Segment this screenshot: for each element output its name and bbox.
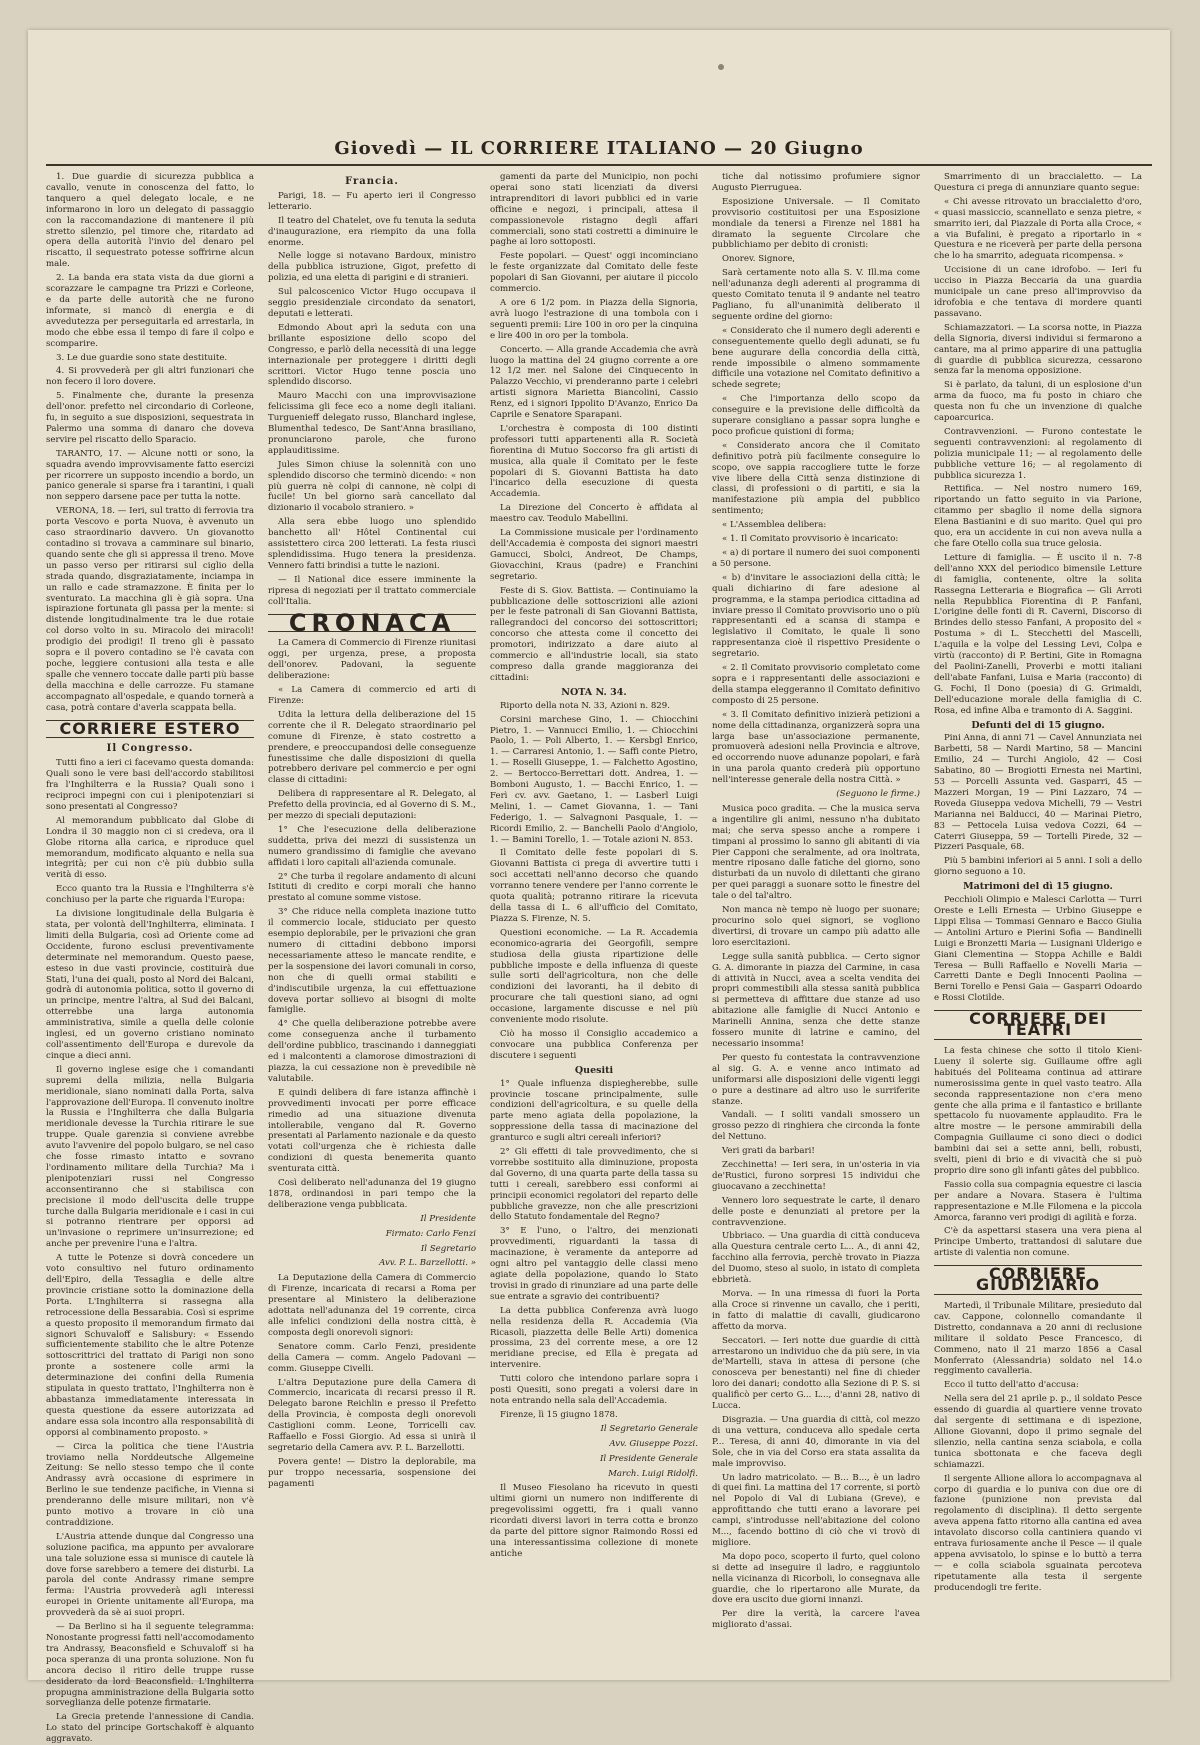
- article-paragraph: Seccatori. — Ieri notte due guardie di città arrestarono un individuo che da più sere, in via de'Martelli, stava in attesa di persone (che conosceva per benestanti) nel fine di chieder loro dei danari; condotto alla Sezione di P. S. si qualificò per certo G... L..., d'anni 28, nativo di Lucca.: [712, 1335, 920, 1412]
- article-paragraph: Questioni economiche. — La R. Accademia economico-agraria dei Georgofili, sempre studiosa della giusta ripartizione delle pubbliche imposte e della influenza di queste sulle sorti dell'agricoltura, non che delle condizioni dei lavoranti, ha il debito di procurare che tali questioni siano, ad ogni occasione, largamente discusse e nel più conveniente modo risolute.: [490, 927, 698, 1026]
- article-paragraph: Sarà certamente noto alla S. V. Ill.ma come nell'adunanza degli aderenti al programma di questo Comitato tenuta il 9 andante nel teatro Pagliano, fu all'unanimità deliberato il seguente ordine del giorno:: [712, 268, 920, 322]
- article-paragraph: 1. Due guardie di sicurezza pubblica a cavallo, venute in conoscenza del fatto, lo tanquero a quel delegato locale, e ne informarono in loro un delegato di passaggio con la raccomandazione di mantenere il più stretto silenzio, pel timore che, ritardato ad opera della autorità l'invio del denaro pel riscatto, il sequestrato potesse soffrirne alcun male.: [46, 172, 254, 270]
- article-paragraph: Nella sera del 21 aprile p. p., il soldato Pesce essendo di guardia al quartiere venne trovato dal sergente di settimana e di ispezione, Allione Giovanni, dopo il primo segnale del silenzio, nella cantina senza sciabola, e colla tunica sbottonata e che faceva degli schiamazzi.: [934, 1394, 1142, 1470]
- article-paragraph: « La Camera di commercio ed arti di Firenze:: [268, 685, 476, 706]
- article-paragraph: 3° Che riduce nella completa inazione tutto il commercio locale, stiduciato per questo esempio deplorabile, per le privazioni che gran numero di cittadini debbono imporsi necessariamente atteso le mancate rendite, e per la sospensione dei lavori comunali in corso, non che di quelli ormai stabiliti e d'indiscutibile urgenza, la cui effettuazione doveva portar sollievo ai bisogni di molte famiglie.: [268, 907, 476, 1016]
- subheading: NOTA N. 34.: [561, 686, 627, 698]
- article-paragraph: L'altra Deputazione pure della Camera di Commercio, incaricata di recarsi presso il R. Delegato barone Reichlin e presso il Prefetto della Provincia, è composta degli onorevoli Castiglioni comm. Leone, Torricelli cav. Raffaello e Fossi Giorgio. Ad essa si unirà il segretario della Camera avv. P. L. Barzellotti.: [268, 1377, 476, 1453]
- article-paragraph: Pini Anna, di anni 71 — Cavel Annunziata nei Barbetti, 58 — Nardi Martino, 58 — Mancini Emilio, 24 — Turchi Angiolo, 42 — Cosi Sabatino, 80 — Brogiotti Ernesta nei Martini, 53 — Porcelli Assunta ved. Gasparri, 45 — Mazzeri Morgan, 19 — Pini Lazzaro, 74 — Roveda Giuseppa vedova Michelli, 79 — Vestri Marianna nei Balducci, 40 — Marinai Pietro, 83 — Pettocela Luisa vedova Cozzi, 64 — Caterri Giuseppa, 59 — Tortelli Pirede, 32 — Pizzeri Pasquale, 68.: [934, 733, 1142, 853]
- article-paragraph: C'è da aspettarsi stasera una vera piena al Principe Umberto, trattandosi di salutare due artiste di valentia non comune.: [934, 1226, 1142, 1259]
- article-paragraph: Non manca nè tempo nè luogo per suonare; procurino solo quei signori, se vogliono divertirsi, di trovare un campo più adatto alle loro esercitazioni.: [712, 905, 920, 948]
- article-paragraph: Tutti coloro che intendono parlare sopra i posti Quesiti, sono pregati a volersi dare in nota entrando nella sala dell'Accademia.: [490, 1374, 698, 1406]
- article-paragraph: 3. Le due guardie sono state destituite.: [56, 352, 228, 363]
- article-paragraph: Schiamazzatori. — La scorsa notte, in Piazza della Signoria, diversi individui si fermarono a cantare, ma al primo apparire di una pattuglia di guardie di pubblica sicurezza, cessarono senza far la menoma opposizione.: [934, 322, 1142, 377]
- article-paragraph: Tutti fino a ieri ci facevamo questa domanda: Quali sono le vere basi dell'accordo stabilitosi fra l'Inghilterra e la Russia? Quali sono i reciproci impegni con cui i plenipotenziari si sono presentati al Congresso?: [46, 758, 254, 812]
- article-paragraph: 2° Gli effetti di tale provvedimento, che si vorrebbe sostituito alla diminuzione, proposta dal Governo, di una quarta parte della tassa su tutti i cereali, sarebbero essi conformi ai principii economici regolatori del reparto delle pubbliche gravezze, non che alle prescrizioni dello Statuto fondamentale del Regno?: [490, 1147, 698, 1223]
- article-paragraph: 2. La banda era stata vista da due giorni a scorazzare le campagne tra Prizzi e Corleone, e da parte delle autorità che ne furono informate, si mancò di energia e di avvedutezza per perseguitarla ed arrestarla, in modo che ebbe essa il tempo di fare il colpo e scomparire.: [46, 273, 254, 349]
- article-paragraph: Morva. — In una rimessa di fuori la Porta alla Croce si rinvenne un cavallo, che i periti, in fatto di malattie di cavalli, giudicarono affetto da morva.: [712, 1289, 920, 1332]
- article-paragraph: L'orchestra è composta di 100 distinti professori tutti appartenenti alla R. Società fiorentina di Mutuo Soccorso fra gli artisti di musica, alla quale il Comitato per le feste popolari di S. Giovanni Battista ha dato l'incarico della esecuzione di questa Accademia.: [490, 423, 698, 500]
- article-paragraph: Senatore comm. Carlo Fenzi, presidente della Camera — comm. Angelo Padovani — comm. Giuseppe Civelli.: [268, 1341, 476, 1374]
- article-paragraph: Il Comitato delle feste popolari di S. Giovanni Battista ci prega di avvertire tutti i soci accettati nell'anno decorso che quando vorranno tenere vendere per l'anno corrente le quota qualità; potranno ritirare la ricevuta della tassa di L. 6 all'ufficio del Comitato, Piazza S. Firenze, N. 5.: [490, 848, 698, 924]
- article-paragraph: Smarrimento di un braccialetto. — La Questura ci prega di annunziare quanto segue:: [934, 172, 1142, 193]
- article-paragraph: « Considerato ancora che il Comitato definitivo potrà più facilmente conseguire lo scopo, ove sappia raccogliere tutte le forze vive libere della Città senza distinzione di classi, di professioni o di partiti, e sia la manifestazione più ampia del pubblico sentimento;: [712, 440, 920, 517]
- article-paragraph: Mauro Macchi con una improvvisazione felicissima gli fece eco a nome degli italiani. Turguenieff delegato russo, Blanchard inglese, Blumenthal tedesco, De Sant'Anna brasiliano, pronunciarono parole, che furono applauditissime.: [268, 391, 476, 456]
- article-paragraph: Contravvenzioni. — Furono contestate le seguenti contravvenzioni: al regolamento di polizia municipale 11; — al regolamento delle pubbliche vetture 16; — al regolamento di pubblica sicurezza 1.: [934, 426, 1142, 481]
- article-paragraph: Martedì, il Tribunale Militare, presieduto dal cav. Cappone, colonnello comandante il Distretto, condannava a 20 anni di reclusione militare il soldato Pesce Francesco, di Commeno, nato il 21 marzo 1856 a Casal Monferrato (Alessandria) soldato nel 14.o reggimento cavalleria.: [934, 1301, 1142, 1377]
- subheading: Matrimoni del dì 15 giugno.: [963, 881, 1113, 893]
- article-paragraph: Rettifica. — Nel nostro numero 169, riportando un fatto seguito in via Parione, citammo per sbaglio il nome della signora Elena Bastianini e di suo marito. Quel qui pro quo, era un accidente in cui non aveva nulla a che fare Otello colla sua truce gelosia.: [934, 484, 1142, 549]
- article-paragraph: Alla sera ebbe luogo uno splendido banchetto all' Hôtel Continental cui assistettero circa 200 letterati. La festa riuscì splendidissima. Hugo tenera la presidenza. Vennero fatti brindisi a tutte le nazioni.: [268, 517, 476, 571]
- article-paragraph: Il teatro del Chatelet, ove fu tenuta la seduta d'inaugurazione, era riempito da una folla enorme.: [268, 215, 476, 248]
- article-paragraph: Veri grati da barbari!: [722, 1146, 815, 1157]
- section-heading-giudiziario: CORRIERE GIUDIZIARIO: [934, 1265, 1142, 1295]
- subheading: Il Congresso.: [106, 743, 194, 755]
- article-paragraph: L'Austria attende dunque dal Congresso una soluzione pacifica, ma appunto per avvalorare una tale soluzione essa si munisce di cautele là dove forse sarebbero a temere dei disturbi. La parola del conte Andrassy rimane sempre ferma: l'Austria provvederà agli interessi europei in Oriente unitamente all'Europa, ma provvederà da sè ai suoi propri.: [46, 1531, 254, 1619]
- article-paragraph: Ciò ha mosso il Consiglio accademico a convocare una pubblica Conferenza per discutere i seguenti: [490, 1028, 698, 1061]
- column-5: [934, 172, 1142, 1642]
- article-paragraph: Per dire la verità, la carcere l'avea migliorato d'assai.: [712, 1609, 920, 1631]
- article-paragraph: « 2. Il Comitato provvisorio completato come sopra e i rappresentanti delle associazioni e della stampa eleggeranno il Comitato definitivo composto di 25 persone.: [712, 663, 920, 706]
- article-paragraph: Onorev. Signore,: [722, 254, 796, 265]
- subheading: Defunti del di 15 giugno.: [971, 719, 1105, 731]
- article-paragraph: Vandali. — I soliti vandali smossero un grosso pezzo di ringhiera che circonda la fonte del Nettuno.: [712, 1110, 920, 1143]
- article-paragraph: Vennero loro sequestrate le carte, il denaro delle poste e denunziati al pretore per la contravvenzione.: [712, 1195, 920, 1228]
- article-paragraph: Un ladro matricolato. — B... B..., è un ladro di quei fini. La mattina del 17 corrente, si portò nel Popolo di Val di Lubiana (Greve), e approfittando che tutti erano a lavorare pei campi, s'introdusse nell'abitazione del colono M..., facendo bottino di ciò che vi trovò di migliore.: [712, 1472, 920, 1548]
- section-heading-cronaca: CRONACA: [268, 614, 476, 633]
- article-paragraph: Povera gente! — Distro la deplorabile, ma pur troppo necessaria, sospensione dei pagamenti: [268, 1456, 476, 1489]
- article-paragraph: Più 5 bambini inferiori ai 5 anni. I soli a dello giorno seguono a 10.: [934, 856, 1142, 878]
- article-paragraph: Firenze, lì 15 giugno 1878.: [500, 1409, 618, 1420]
- article-paragraph: tiche dal notissimo profumiere signor Augusto Pierruguea.: [712, 172, 920, 193]
- article-paragraph: Sul palcoscenico Victor Hugo occupava il seggio presidenziale circondato da senatori, deputati e letterati.: [268, 287, 476, 319]
- article-paragraph: 3° E l'uno, o l'altro, dei menzionati provvedimenti, riguardanti la tassa di macinazione, è veramente da anteporre ad ogni altro pel vantaggio delle classi meno agiate della popolazione, quando lo Stato trovisi in grado di rinunziare ad una parte delle sue entrate a sgravio dei contribuenti?: [490, 1226, 698, 1302]
- subheading: Francia.: [345, 176, 399, 187]
- article-paragraph: 5. Finalmente che, durante la presenza dell'onor. prefetto nel circondario di Corleone, fu, in seguito a sue disposizioni, sequestrata in Palermo una somma di danaro che doveva servire pel riscatto dello Sparacio.: [46, 391, 254, 445]
- article-paragraph: « Considerato che il numero degli aderenti e conseguentemente quello degli adunati, se fu bene augurare della concordia della città, rende impossibile o almeno sommamente difficile una votazione nel Comitato definitivo a schede segrete;: [712, 325, 920, 391]
- article-paragraph: Delibera di rappresentare al R. Delegato, al Prefetto della provincia, ed al Governo di S. M., per mezzo di speciali deputazioni:: [268, 789, 476, 822]
- article-paragraph: La Direzione del Concerto è affidata al maestro cav. Teodulo Mabellini.: [490, 503, 698, 525]
- article-paragraph: A tutte le Potenze si dovrà concedere un voto consultivo nel futuro ordinamento dell'Epiro, della Tessaglia e delle altre provincie cristiane sotto la dominazione della Porta. L'Inghilterra si rassegna alla retrocessione della Bessarabia. Così si esprime a questo proposito il memorandum firmato dai signori Schuvaloff e Salisbury: « Essendo sufficientemente stabilito che le altre Potenze sottoscrittrici del trattato di Parigi non sono pronte a sostenere colle armi la determinazione dei confini della Rumenia stipulata in questo trattato, l'Inghilterra non è abbastanza immediatamente interessata in questa questione da essere autorizzata ad andare essa sola incontro alla responsabilità di opporsi al combinamento proposto. »: [46, 1253, 254, 1438]
- article-paragraph: « a) di portare il numero dei suoi componenti a 50 persone.: [712, 548, 920, 569]
- article-paragraph: Musica poco gradita. — Che la musica serva a ingentilire gli animi, nessuno n'ha dubitato mai; che serva spesso anche a rompere i timpani al prossimo lo sanno gli abitanti di via Pier Capponi che seralmente, ad ora inoltrata, mentre riposano dalle fatiche del giorno, sono disturbati da un nuvolo di dilettanti che girano per quei paraggi a suonare sotto le finestre del tale o del tal'altro.: [712, 803, 920, 902]
- ink-stain: [718, 64, 724, 70]
- article-paragraph: La Deputazione della Camera di Commercio di Firenze, incaricata di recarsi a Roma per presentare al Ministero la deliberazione adottata nell'adunanza del 19 corrente, circa alle infelici condizioni della nostra città, è composta degli onorevoli signori:: [268, 1273, 476, 1338]
- article-paragraph: Riporto della nota N. 33, Azioni n. 829.: [500, 700, 670, 711]
- article-paragraph: « Chi avesse ritrovato un braccialetto d'oro, « quasi massiccio, scannellato e senza pietre, « smarrito ieri, dal Piazzale di Porta alla Croce, « a via Bufalini, è pregato a riportarlo in « Questura e ne riceverà per parte della persona che lo ha smarrito, adeguata ricompensa. »: [934, 196, 1142, 262]
- article-paragraph: Al memorandum pubblicato dal Globe di Londra il 30 maggio non ci si credeva, ora il Globe ritorna alla carica, e riproduce quel memorandum, modificato alquanto e nella sua integrità; per cui non c'è più dubbio sulla verità di esso.: [46, 815, 254, 881]
- article-paragraph: — Circa la politica che tiene l'Austria troviamo nella Norddeutsche Allgemeine Zeitung: Se nello stesso tempo che il conte Andrassy avrà occasione di esprimere in Berlino le sue tendenze pacifiche, in Vienna si prenderanno delle misure militari, non v'è punto motivo a trovare in ciò una contraddizione.: [46, 1441, 254, 1528]
- article-paragraph: Ecco quanto tra la Russia e l'Inghilterra s'è conchiuso per la parte che riguarda l'Europa:: [46, 884, 254, 906]
- article-paragraph: Pecchioli Olimpio e Malesci Carlotta — Turri Oreste e Lelli Ernesta — Urbino Giuseppe e Lippi Elisa — Tommasi Gennaro e Bacco Giulia — Antolini Arturo e Pierini Sofia — Bandinelli Luigi e Bronzetti Maria — Lusignani Ulderigo e Giani Clementina — Stoppa Achille e Baldi Teresa — Bulli Raffaello e Novelli Maria — Carretti Dante e Degli Innocenti Paolina — Berni Torello e Pensi Gaia — Gasparri Odoardo e Rossi Clotilde.: [934, 895, 1142, 1004]
- article-paragraph: Esposizione Universale. — Il Comitato provvisorio costituitosi per una Esposizione mondiale da tenersi a Firenze nel 1881 ha diramato la seguente Circolare che pubblichiamo per debito di cronisti:: [712, 196, 920, 251]
- article-paragraph: Si è parlato, da taluni, di un esplosione d'un arma da fuoco, ma fu posto in chiaro che questa non fu che un invenzione di qualche capoarcurica.: [934, 380, 1142, 424]
- article-paragraph: Nelle logge si notavano Bardoux, ministro della pubblica istruzione, Gigot, prefetto di polizia, ed una eletta di parigini e di stranieri.: [268, 251, 476, 284]
- signature-line: Il Segretario Generale: [600, 1423, 698, 1434]
- article-paragraph: Legge sulla sanità pubblica. — Certo signor G. A. dimorante in piazza del Carmine, in casa di attività in Nucci, avea a scelta vendita dei propri commestibili alla stessa sanità pubblica si permetteva di affittare due stanze ad uso abitazione alle famiglie di Nucci Antonio e Marinelli Annina, senza che dette stanze fossero munite di latrine e camino, del necessario insomma!: [712, 951, 920, 1049]
- article-paragraph: 4° Che quella deliberazione potrebbe avere come conseguenza anche il turbamento dell'ordine pubblico, trascinando i danneggiati ed i malcontenti a clamorose dimostrazioni di piazza, la cui cessazione non è prevedibile nè valutabile.: [268, 1019, 476, 1084]
- column-4: [712, 172, 920, 1642]
- subheading: Quesiti: [574, 1064, 614, 1076]
- signature-line: Avv. P. L. Barzellotti. »: [379, 1258, 476, 1269]
- article-paragraph: Disgrazia. — Una guardia di città, col mezzo di una vettura, conduceva allo spedale certa P... Teresa, di anni 40, dimorante in via del Sole, che in via del Corso era stata assalita da male improvviso.: [712, 1414, 920, 1469]
- signature-line: Il Presidente Generale: [599, 1453, 698, 1464]
- article-paragraph: « L'Assemblea delibera:: [722, 520, 827, 531]
- article-paragraph: « 3. Il Comitato definitivo inizierà petizioni a nome della cittadinanza, organizzerà sopra una larga base un'associazione permanente, promuoverà adesioni nella Provincia e altrove, ed occorrendo nuove adunanze popolari, e farà in una parola quanto crederà più opportuno nell'interesse generale della nostra Città. »: [712, 709, 920, 786]
- article-paragraph: Il Museo Fiesolano ha ricevuto in questi ultimi giorni un numero non indifferente di pregevolissimi oggetti, fra i quali vanno ricordati diversi lavori in terra cotta e bronzo da parte del pittore signor Raimondo Rossi ed una interessantissima collezione di monete antiche: [490, 1483, 698, 1559]
- section-heading-estero: CORRIERE ESTERO: [46, 720, 254, 739]
- article-paragraph: Feste di S. Giov. Battista. — Continuiamo la pubblicazione delle sottoscrizioni alle azioni per le feste patronali di San Giovanni Battista, rallegrandoci del concorso dei sottoscrittori; concorso che attesta come il concetto dei promotori, indirizzato a dare aiuto al commercio e all'industrie locali, sia stato compreso dalla grande maggioranza dei cittadini:: [490, 585, 698, 683]
- article-paragraph: gamenti da parte del Municipio, non pochi operai sono stati licenziati da diversi intraprenditori di lavori pubblici ed in varie officine e negozi, i principali, attesa il compassionevole ristagno degli affari commerciali, sono stati costretti a diminuire le paghe ai loro sottoposti.: [490, 172, 698, 248]
- article-paragraph: VERONA, 18. — Ieri, sul tratto di ferrovia tra porta Vescovo e porta Nuova, è avvenuto un caso straordinario davvero. Un giovanotto contadino si trovava a camminare sul binario, quando sente che gli si appressa il treno. Move un passo verso per ritirarsi sul ciglio della strada quando, disgraziatamente, inciampa in un rallo e cade stramazzone. È finita per lo sventurato. La macchina gli è già sopra. Una ispirazione fortunata gli passa per la mente: si distende longitudinalmente tra le due rotaie col dorso volto in su. Miracolo dei miracoli! prodigio dei prodigi! Il treno gli è passato sopra e il povero contadino se l'è cavata con poche, leggiere contusioni alla testa e alle spalle che vennero toccate dalle parti più basse della macchina e delle carrozze. Fu stamane accompagnato all'ospedale, e quando tornerà a casa, potrà contare d'averla scappata bella.: [46, 506, 254, 713]
- article-paragraph: La Commissione musicale per l'ordinamento dell'Accademia è composta dei signori maestri Gamucci, Sbolci, Andreot, De Champs, Giovacchini, Kraus (padre) e Franchini segretario.: [490, 528, 698, 582]
- article-paragraph: 2° Che turba il regolare andamento di alcuni Istituti di credito e corpi morali che hanno prestato al comune somme vistose.: [268, 871, 476, 904]
- article-paragraph: Così deliberato nell'adunanza del 19 giugno 1878, ordinandosi in pari tempo che la deliberazione venga pubblicata.: [268, 1178, 476, 1210]
- article-paragraph: E quindi delibera di fare istanza affinchè i provvedimenti invocati per porre efficace rimedio ad una situazione divenuta intollerabile, vengano dal R. Governo presentati al Parlamento nazionale e da questo votati coll'urgenza che è richiesta dalle condizioni di questa benemerita quanto sventurata città.: [268, 1087, 476, 1175]
- column-2: [268, 172, 476, 1642]
- section-heading-teatri: CORRIERE DEI TEATRI: [934, 1010, 1142, 1040]
- article-paragraph: Corsini marchese Gino, 1. — Chiocchini Pietro, 1. — Vannucci Emilio, 1. — Chiocchini Paolo, 1. — Poli Alberto, 1. — Kersbgl Enrico, 1. — Carraresi Antonio, 1. — Saffi conte Pietro, 1. — Roselli Giuseppe, 1. — Falchetto Agostino, 2. — Bertocco-Berrettari dott. Andrea, 1. — Bomboni Augusto, 1. — Bacchi Enrico, 1. — Ferì cv. avv. Gaetano, 1. — Lasberl Luigi Melini, 1. — Camet Giovanna, 1. — Tani Federigo, 1. — Salvagnoni Pasquale, 1. — Ricordi Emilio, 2. — Banchelli Paolo d'Angiolo, 1. — Bamini Torello, 1. — Totale azioni N. 853.: [490, 714, 698, 845]
- page-header: Giovedì — IL CORRIERE ITALIANO — 20 Giugno: [334, 138, 864, 159]
- article-paragraph: Ubbriaco. — Una guardia di città conduceva alla Questura centrale certo L... A., di anni 42, facchino alla ferrovia, perchè trovato in Piazza del Duomo, steso al suolo, in istato di completa ebbrietà.: [712, 1231, 920, 1286]
- article-paragraph: Zecchinetta! — Ieri sera, in un'osteria in via de'Rustici, furono sorpresi 15 individui che giuocavano a zecchinetta!: [712, 1160, 920, 1192]
- header-rule: [46, 164, 1152, 166]
- article-paragraph: Udita la lettura della deliberazione del 15 corrente che il R. Delegato straordinario pel comune di Firenze, è stato costretto a prendere, e preoccupandosi delle conseguenze funestissime che dalle disposizioni di quella potrebbero derivare pel commercio e per ogni classe di cittadini:: [268, 709, 476, 786]
- article-paragraph: Fassio colla sua compagnia equestre ci lascia per andare a Novara. Stasera è l'ultima rappresentazione e M.lle Filomena e la piccola Amorca, faranno veri prodigi di agilità e forza.: [934, 1179, 1142, 1223]
- article-paragraph: Feste popolari. — Quest' oggi incominciano le feste organizzate dal Comitato delle feste popolari di San Giovanni, per aiutare il piccolo commercio.: [490, 251, 698, 295]
- article-paragraph: Per questo fu contestata la contravvenzione al sig. G. A. e venne anco intimato ad uniformarsi alle disposizioni delle vigenti leggi o pure a destinare ad altro uso le surriferite stanze.: [712, 1052, 920, 1107]
- article-paragraph: La detta pubblica Conferenza avrà luogo nella residenza della R. Accademia (Via Ricasoli, piazzetta delle Belle Arti) domenica prossima, 23 del corrente mese, a ore 12 meridiane precise, ed Ella è pregata ad intervenire.: [490, 1305, 698, 1371]
- newspaper-page: [28, 30, 1170, 1745]
- article-paragraph: « 1. Il Comitato provvisorio è incaricato:: [722, 534, 899, 545]
- article-paragraph: « b) d'invitare le associazioni della città; le quali dichiarino di fare adesione al programma, e la stampa periodica cittadina ad inviare presso il Comitato provvisorio uno o più rappresentanti ed a scansa di stampa e legislativo il Comitato, le quale lì sono rappresentanza cioè il rispettivo Presidente o segretario.: [712, 572, 920, 660]
- article-paragraph: Concerto. — Alla grande Accademia che avrà luogo la mattina del 24 giugno corrente a ore 12 1/2 mer. nel Salone dei Cinquecento in Palazzo Vecchio, vi prenderanno parte i celebri artisti signora Marietta Biancolini, Cassio Renz, ed i signori Ippolito D'Avanzo, Enrico Da Caprile e Senatore Sparapani.: [490, 344, 698, 421]
- article-paragraph: — Da Berlino si ha il seguente telegramma: Nonostante progressi fatti nell'accomodamento tra Andrassy, Beaconsfield e Schuvaloff si ha poca speranza di una pronta soluzione. Non fu ancora deciso il ritiro delle truppe russe desiderato da lord Beaconsfield. L'Inghilterra propugna amministrazione della Bulgaria sotto sorveglianza delle potenze firmatarie.: [46, 1622, 254, 1709]
- article-paragraph: La festa chinese che sotto il titolo Kieni-Lueny il solerte sig. Guillaume offre agli habitués del Politeama continua ad attirare numerosissima gente in quel vasto teatro. Alla seconda rappresentazione non c'era meno gente che alla prima e il fantastico e brillante spettacolo fu nuovamente applaudito. Fra le altre mostre — le persone ammirabili della Compagnia Guillaume ci sono dieci o dodici bambini dai sei a sette anni, belli, robusti, svelti, pieni di brio e di vivacità che si può proprio dire sono gli infanti gâtes del pubblico.: [934, 1045, 1142, 1176]
- article-paragraph: Edmondo About aprì la seduta con una brillante esposizione dello scopo del Congresso, e parlò della necessità di una legge internazionale per proteggere i diritti degli scrittori. Victor Hugo tenne poscia uno splendido discorso.: [268, 322, 476, 388]
- column-3: [490, 172, 698, 1642]
- article-paragraph: Il governo inglese esige che i comandanti supremi della milizia, nella Bulgaria meridionale, siano nominati dalla Porta, salva l'approvazione dell'Europa. Il convenuto inoltre la Russia e l'Inghilterra che dalla Bulgaria meridionale devesse la Turchia ritirare le sue truppe. Quale garenzia si conviene avrebbe avuto l'avvenire del popolo bulgaro, se nel caso che fosse rimasto intatto e sovrano l'ordinamento militare della Turchia? Ma i plenipotenziari russi nel Congresso acconsentiranno che si stabilisca con precisione il modo dell'uscita delle truppe turche dalla Bulgaria meridionale e i casi in cui si potranno rientrare per opporsi ad un'invasione o reprimere un'insurrezione; ed anche per prevenire l'una e l'altra.: [46, 1064, 254, 1250]
- signature-line: Firmato: Carlo Fenzi: [385, 1228, 476, 1239]
- article-paragraph: A ore 6 1/2 pom. in Piazza della Signoria, avrà luogo l'estrazione di una tombola con i seguenti premii: Lire 100 in oro per la cinquina e lire 400 in oro per la tombola.: [490, 297, 698, 341]
- article-paragraph: Letture di famiglia. — È uscito il n. 7-8 dell'anno XXX del periodico bimensile Letture di famiglia, contenente, oltre la solita Rassegna Letteraria e Biografica — Gli Arroti nella Repubblica Fiorentina di P. Fanfani, L'origine delle fonti di R. Caverni, Discorso di Brindes dello stesso Fanfani, A proposito del « Postuma » di L. Stecchetti del Mascelli, L'aquila e la volpe del Lessing Levi, Colpa e virtù (racconto) di P. Bertini, Gite in Romagna del Paolini-Zanelli, Proverbi e motti italiani dell'abate Fanfani, Luisa e Maria (racconto) di G. Fochi, Il Dono (poesia) di G. Grimaldi, Dell'educazione morale della famiglia di C. Rosa, ed infine Alba e tramonto di A. Saggini.: [934, 552, 1142, 716]
- signature-line: Avv. Giuseppe Pozzi.: [609, 1438, 698, 1449]
- article-paragraph: 1° Che l'esecuzione della deliberazione suddetta, priva dei mezzi di sussistenza un numero grandissimo di famiglie che avevano affidati i loro capitali all'azienda comunale.: [268, 824, 476, 868]
- article-paragraph: La Camera di Commercio di Firenze riunitasi oggi, per urgenza, prese, a proposta dell'onorev. Padovani, la seguente deliberazione:: [268, 638, 476, 682]
- article-paragraph: Il sergente Allione allora lo accompagnava al corpo di guardia e lo puniva con due ore di fazione (punizione non prevista dal regolamento di disciplina). Il detto sergente aveva appena fatto ritorno alla cantina ed avea intavolato discorso colla cantiniera quando vi entrava furiosamente anche il Pesce — il quale appena avvisatolo, lo spinse e lo buttò a terra — e colla sciabola sguainata percoteva ripetutamente alla testa il sergente producendogli tre ferite.: [934, 1473, 1142, 1593]
- article-paragraph: 4. Si provvederà per gli altri funzionari che non fecero il loro dovere.: [46, 366, 254, 388]
- article-paragraph: Uccisione di un cane idrofobo. — Ieri fu ucciso in Piazza Beccaria da una guardia municipale un cane preso all'improvviso da idrofobia e che tentava di mordere quanti passavano.: [934, 265, 1142, 319]
- article-paragraph: 1° Quale influenza dispiegherebbe, sulle provincie toscane principalmente, sulle condizioni dell'agricoltura, e su quelle della parte meno agiata della popolazione, la soppressione della tassa di macinazione del granturco e sugli altri cereali inferiori?: [490, 1078, 698, 1144]
- column-1: [46, 172, 254, 1745]
- article-paragraph: La divisione longitudinale della Bulgaria è stata, per volontà dell'Inghilterra, eliminata. I limiti della Bulgaria, così ad Oriente come ad Occidente, furono esclusi preventivamente determinate nel memorandum. Questo paese, esteso in due vasti provincie, costituirà due Stati, l'una dei quali, posto al Nord dei Balcani, godrà di autonomia politica, sotto il governo di un principe, mentre l'altra, al Sud dei Balcani, otterrebbe una larga autonomia amministrativa, simile a quella delle colonie inglesi, ed un governo cristiano nominato coll'assentimento dell'Europa e durevole da cinque a dieci anni.: [46, 909, 254, 1061]
- signature-line: Il Presidente: [420, 1213, 476, 1224]
- article-paragraph: Jules Simon chiuse la solennità con uno splendido discorso che terminò dicendo: « non più guerra nè colpi di cannone, nè colpi di fucile! Un bel giorno sarà cancellato dal dizionario il vocabolo straniero. »: [268, 459, 476, 514]
- article-paragraph: Ma dopo poco, scoperto il furto, quel colono si dette ad inseguire il ladro, e raggiuntolo nella vicinanza di Ricorboli, lo consegnava alle guardie, che lo ripertarono alle Murate, da dove era uscito due giorni innanzi.: [712, 1551, 920, 1606]
- article-paragraph: La Grecia pretende l'annessione di Candia. Lo stato del principe Gortschakoff è alquanto aggravato.: [46, 1712, 254, 1745]
- signature-line: Il Segretario: [420, 1243, 476, 1254]
- signature-line: March. Luigi Ridolfi.: [608, 1468, 698, 1479]
- article-paragraph: Ecco il tutto dell'atto d'accusa:: [944, 1380, 1079, 1391]
- article-paragraph: « Che l'importanza dello scopo da conseguire e la previsione delle difficoltà da superare consigliano a passar sopra lunghe e poco proficue quistioni di forma;: [712, 394, 920, 437]
- signature-line: (Seguono le firme.): [836, 789, 920, 800]
- article-paragraph: — Il National dice essere imminente la ripresa di negoziati per il trattato commerciale coll'Italia.: [268, 574, 476, 607]
- article-paragraph: TARANTO, 17. — Alcune notti or sono, la squadra avendo improvvisamente fatto esercizi per ricorrere un supposto incendio a bordo, un panico generale si sparse fra i tarantini, i quali non seppero darsene pace per tutta la notte.: [46, 448, 254, 503]
- article-paragraph: Parigi, 18. — Fu aperto ieri il Congresso letterario.: [268, 190, 476, 212]
